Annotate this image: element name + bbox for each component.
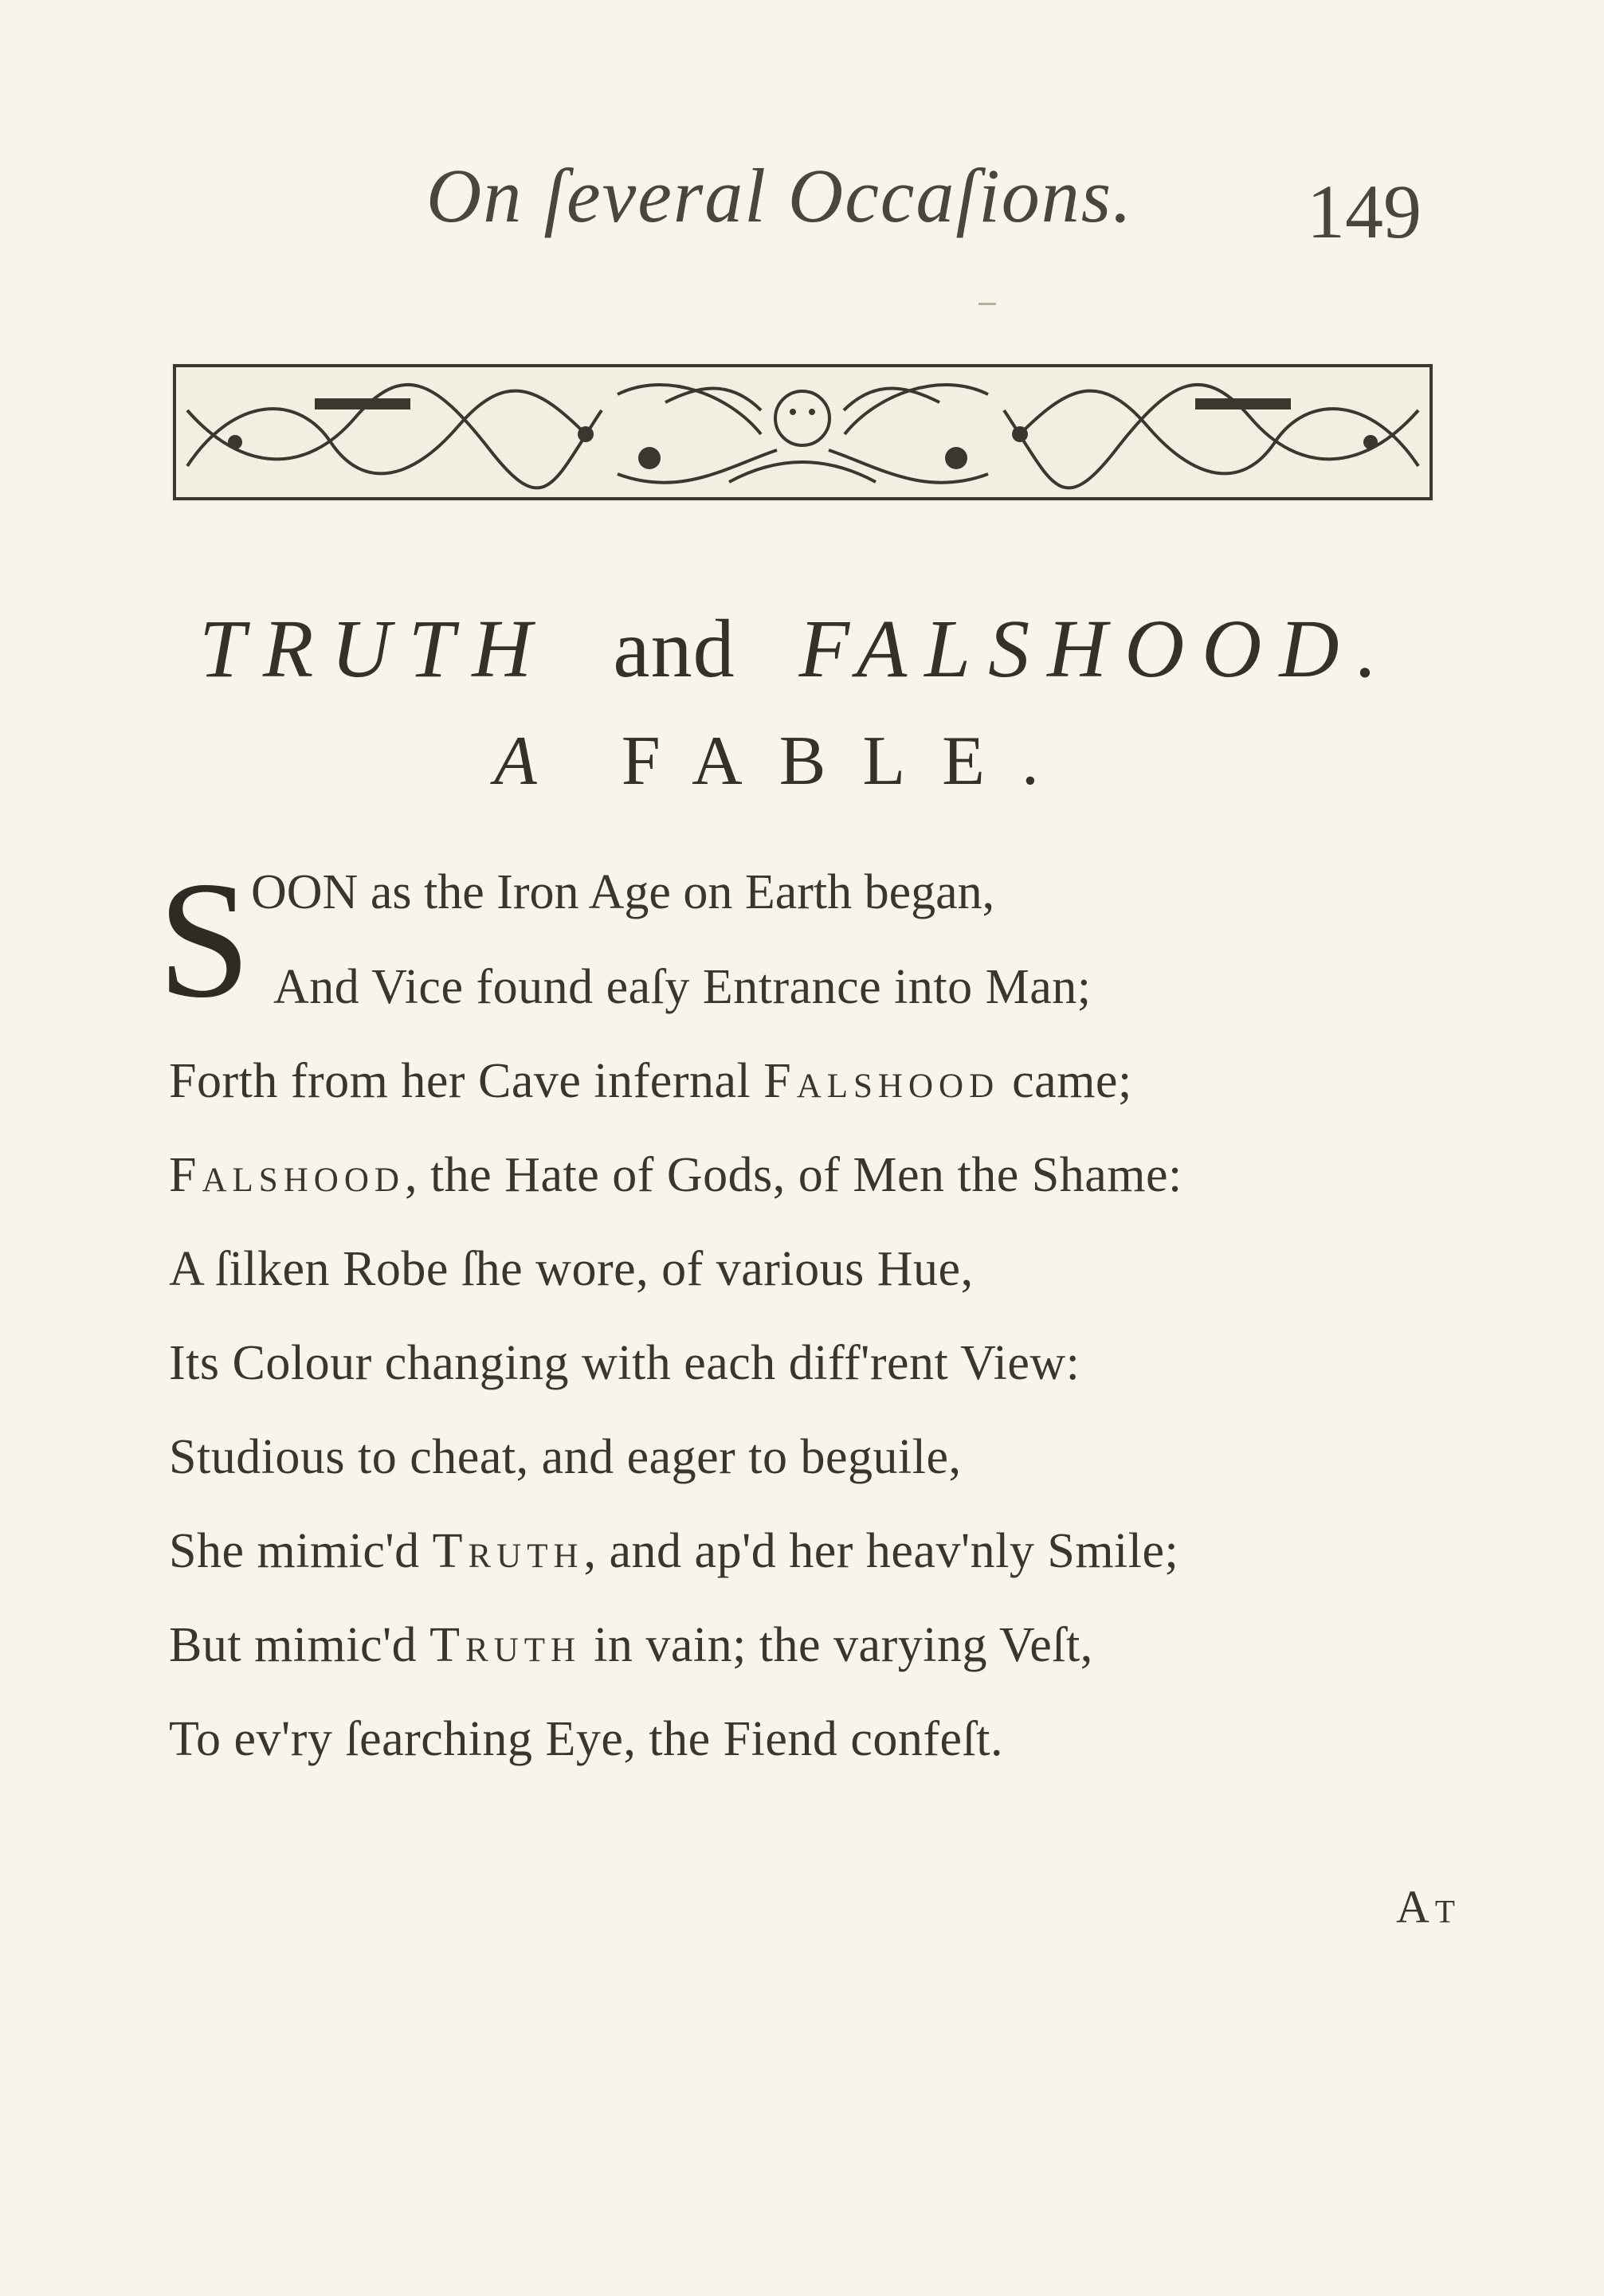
verse-line-4 — [169, 1147, 1182, 1204]
running-title: On ſeveral Occaſions. — [426, 153, 1134, 238]
verse-line-3 — [169, 1053, 1132, 1110]
verse-line-4-text: , the Hate of Gods, of Men the Shame: — [404, 1148, 1182, 1202]
verse-line-8-smallcaps: Truth — [432, 1524, 584, 1578]
title-falshood: FALSHOOD. — [798, 603, 1395, 695]
title-truth: TRUTH — [199, 603, 550, 695]
catchword: At — [1396, 1881, 1461, 1933]
verse-line-9-smallcaps: Truth — [429, 1618, 582, 1672]
printer-mark — [978, 303, 996, 305]
verse-line-3-smallcaps: Falshood — [763, 1054, 1000, 1108]
verse-line-10: To ev'ry ſearching Eye, the Fiend confeſt. — [169, 1712, 1004, 1766]
verse-line-3-text: Forth from her Cave infernal — [169, 1054, 764, 1108]
page-number: 149 — [1307, 169, 1422, 254]
verse-line-9-end: in vain; the varying Veſt, — [581, 1618, 1093, 1672]
subtitle-article: A — [494, 723, 574, 800]
poem-subtitle — [494, 721, 1076, 801]
verse-line-8-end: , and ap'd her heav'nly Smile; — [583, 1524, 1179, 1578]
verse-line-2: And Vice found eaſy Entrance into Man; — [273, 960, 1092, 1014]
verse-line-1: OON as the Iron Age on Earth began, — [251, 865, 995, 919]
verse-line-3-end: came; — [999, 1054, 1132, 1108]
poem-title — [199, 601, 1395, 696]
title-and: and — [613, 603, 735, 695]
verse-line-4-smallcaps: Falshood — [169, 1148, 405, 1202]
drop-cap: S — [158, 848, 251, 1032]
verse-line-6: Its Colour changing with each diff'rent View: — [169, 1336, 1080, 1390]
verse-line-7: Studious to cheat, and eager to beguile, — [169, 1430, 962, 1484]
verse-line-5: A ſilken Robe ſhe wore, of various Hue, — [169, 1242, 974, 1296]
subtitle-fable: FABLE. — [621, 723, 1076, 800]
headpiece-ornament — [171, 362, 1434, 502]
verse-line-9-text: But mimic'd — [169, 1618, 430, 1672]
verse-line-8-text: She mimic'd — [169, 1524, 433, 1578]
verse-line-8 — [169, 1523, 1178, 1580]
verse-line-9 — [169, 1617, 1093, 1674]
